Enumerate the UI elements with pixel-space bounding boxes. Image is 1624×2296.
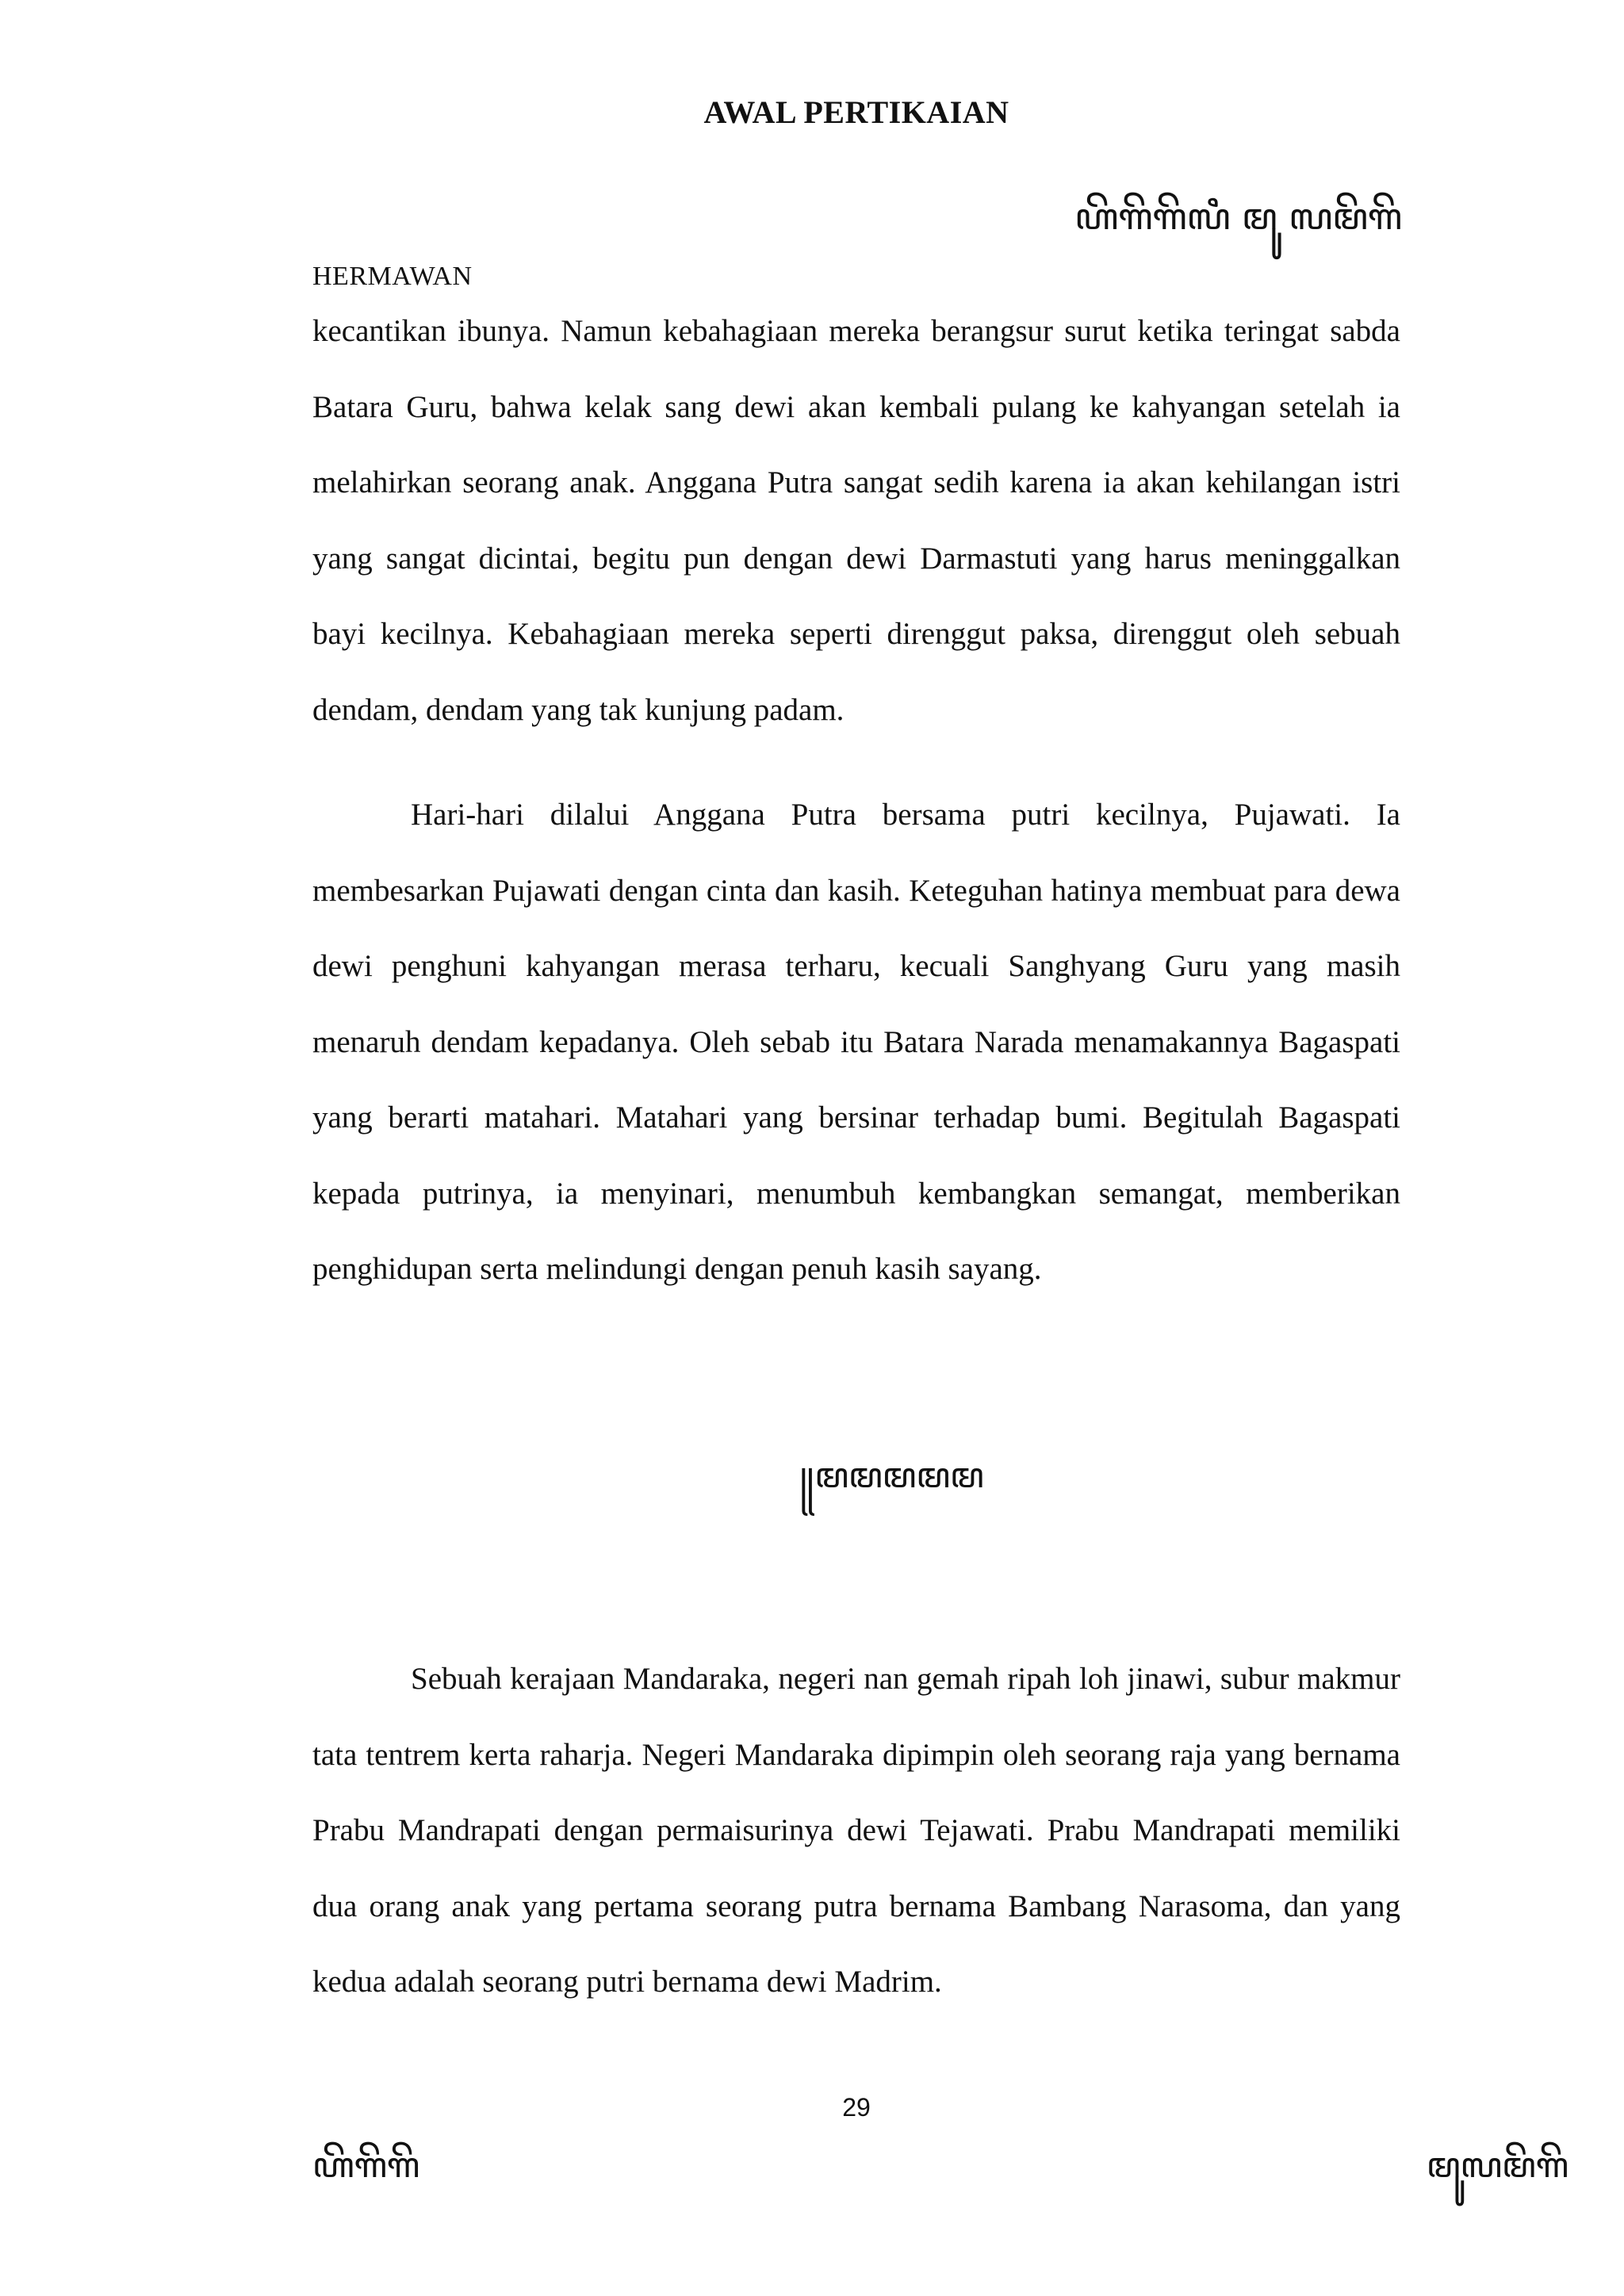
- text-block-1: [312, 293, 1400, 748]
- javanese-script-header-ornament: ꦲꦼꦒꦼꦒꦼꦭꦶ ꦩꦸ ꦭꦩꦼꦒꦼ: [1074, 195, 1402, 238]
- page-number: 29: [842, 2093, 871, 2122]
- text-block-2: [312, 777, 1400, 1307]
- javanese-script-footer-right-ornament: ꦩꦸꦭꦩꦼꦒꦼ: [1426, 2145, 1568, 2186]
- javanese-script-footer-left-ornament: ꦲꦼꦒꦼꦒꦼ: [312, 2145, 420, 2186]
- paragraph-3: Sebuah kerajaan Mandaraka, negeri nan gemah ripah loh jinawi, subur makmur tata tentrem kerta raharja. Negeri Mandaraka dipimpin oleh seorang raja yang bernama Prabu Mandrapati dengan permaisurinya dewi Tejawati. Prabu Mandrapati memiliki dua orang anak yang pertama seorang putra bernama Bambang Narasoma, dan yang kedua adalah seorang putri bernama dewi Madrim.: [312, 1662, 1400, 1999]
- paragraph-2: Hari-hari dilalui Anggana Putra bersama putri kecilnya, Pujawati. Ia membesarkan Pujawati dengan cinta dan kasih. Keteguhan hatinya membuat para dewa dewi penghuni kahyangan merasa terharu, kecuali Sanghyang Guru yang masih menaruh dendam kepadanya. Oleh sebab itu Batara Narada menamakannya Bagaspati yang berarti matahari. Matahari yang bersinar terhadap bumi. Begitulah Bagaspati kepada putrinya, ia menyinari, menumbuh kembangkan semangat, memberikan penghidupan serta melindungi dengan penuh kasih sayang.: [312, 798, 1400, 1286]
- text-block-3: [312, 1641, 1400, 2020]
- paragraph-1: kecantikan ibunya. Namun kebahagiaan mereka berangsur surut ketika teringat sabda Batara Guru, bahwa kelak sang dewi akan kembali pulang ke kahyangan setelah ia melahirkan seorang anak. Anggana Putra sangat sedih karena ia akan kehilangan istri yang sangat dicintai, begitu pun dengan dewi Darmastuti yang harus meninggalkan bayi kecilnya. Kebahagiaan mereka seperti direnggut paksa, direnggut oleh sebuah dendam, dendam yang tak kunjung padam.: [312, 314, 1400, 727]
- author-name: HERMAWAN: [312, 262, 473, 291]
- page-title: AWAL PERTIKAIAN: [703, 94, 1009, 130]
- javanese-script-section-divider: ꧋ꦩꦩꦩꦩꦩ: [799, 1456, 984, 1496]
